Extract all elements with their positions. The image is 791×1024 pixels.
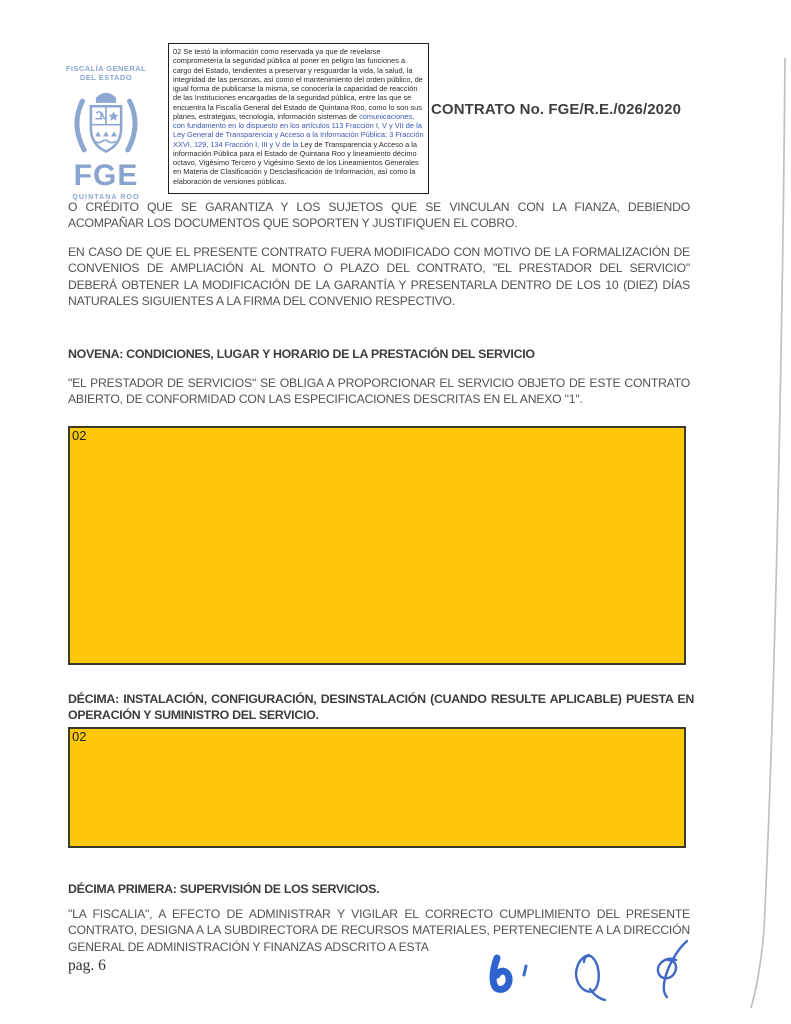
contract-number: CONTRATO No. FGE/R.E./026/2020 [431, 101, 682, 118]
heading-clause-decima: DÉCIMA: INSTALACIÓN, CONFIGURACIÓN, DESINSTALACIÓN (CUANDO RESULTE APLICABLE) PUESTA EN OPERACIÓN Y SUMINISTRO DEL SERVICIO. [68, 692, 694, 723]
fge-crest-icon [64, 84, 148, 162]
disclaimer-text: 02 Se testó la información como reservada ya que de revelarse comprometería la seguridad pública al poner en peligro las funciones a cargo del Estado, tendientes a preservar y resguardar la vida, la salud, la integridad de las personas, así como el mantenimiento del orden público, de igual forma de publicarse la misma, se conocería la capacidad de reacción de las Instituciones encargadas de la seguridad pública, entre las que se encuentra la Fiscalía General del Estado de Quintana Roo, como lo son sus planes, estrategias, tecnología, información sistemas de [173, 47, 423, 121]
page-edge-scan-line [751, 58, 785, 1008]
paragraph-guarantee: O CRÉDITO QUE SE GARANTIZA Y LOS SUJETOS QUE SE VINCULAN CON LA FIANZA, DEBIENDO ACOMPAÑAR LOS DOCUMENTOS QUE SOPORTEN Y JUSTIFIQUEN EL COBRO. [68, 200, 690, 231]
redaction-code-label: 02 [72, 729, 87, 744]
heading-clause-decima-primera: DÉCIMA PRIMERA: SUPERVISIÓN DE LOS SERVICIOS. [68, 882, 380, 896]
logo-acronym: FGE [73, 159, 139, 192]
heading-clause-novena: NOVENA: CONDICIONES, LUGAR Y HORARIO DE LA PRESTACIÓN DEL SERVICIO [68, 347, 535, 361]
initial-mark-b [493, 958, 509, 989]
logo-org-name [58, 64, 154, 82]
logo-region: QUINTANA ROO [72, 194, 140, 201]
logo-org-line2: DEL ESTADO [79, 73, 133, 82]
classification-disclaimer-box [168, 43, 429, 194]
logo-org-line1: FISCALÍA GENERAL [65, 64, 147, 73]
paragraph-novena: "EL PRESTADOR DE SERVICIOS" SE OBLIGA A PROPORCIONAR EL SERVICIO OBJETO DE ESTE CONTRATO ABIERTO, DE CONFORMIDAD CON LAS ESPECIFICACIONES DESCRITAS EN EL ANEXO "1". [68, 376, 690, 407]
page-number: pag. 6 [68, 957, 106, 974]
paragraph-modification: EN CASO DE QUE EL PRESENTE CONTRATO FUERA MODIFICADO CON MOTIVO DE LA FORMALIZACIÓN DE CONVENIOS DE AMPLIACIÓN AL MONTO O PLAZO DEL CONTRATO, "EL PRESTADOR DEL SERVICIO" DEBERÁ OBTENER LA MODIFICACIÓN DE LA GARANTÍA Y PRESENTARLA DENTRO DE LOS 10 (DIEZ) DÍAS NATURALES SIGUIENTES A LA FIRMA DEL CONVENIO RESPECTIVO. [68, 245, 690, 309]
disclaimer-law-reference: comunicaciones, con fundamento en lo dispuesto en los artículos 113 Fracción I, V y VII de la Ley General de Transparencia y Acceso a la Información Pública; 3 Fracción XXVI, 129, 134 Fracción I, III y V de la [173, 111, 424, 149]
disclaimer-text-end: Ley de Transparencia y Acceso a la información Pública para el Estado de Quintana Roo y lineamiento décimo octavo, Vigésimo Tercero y Vigésimo Sexto de los Lineamientos Generales en Materia de Clasificación y Desclasificación de Información, así como la elaboración de versiones públicas. [173, 139, 419, 186]
initial-mark-q [576, 955, 605, 1000]
initial-mark-tick [524, 966, 526, 975]
fge-logo [58, 64, 154, 201]
redaction-box-2 [68, 727, 686, 848]
paragraph-supervision: "LA FISCALIA", A EFECTO DE ADMINISTRAR Y VIGILAR EL CORRECTO CUMPLIMIENTO DEL PRESENTE CONTRATO, DESIGNA A LA SUBDIRECTORA DE RECURSOS MATERIALES, PERTENECIENTE A LA DIRECCIÓN GENERAL DE ADMINISTRACIÓN Y FINANZAS ADSCRITO A ESTA [68, 907, 690, 954]
redaction-code-label: 02 [72, 428, 87, 443]
redaction-box-1 [68, 426, 686, 665]
